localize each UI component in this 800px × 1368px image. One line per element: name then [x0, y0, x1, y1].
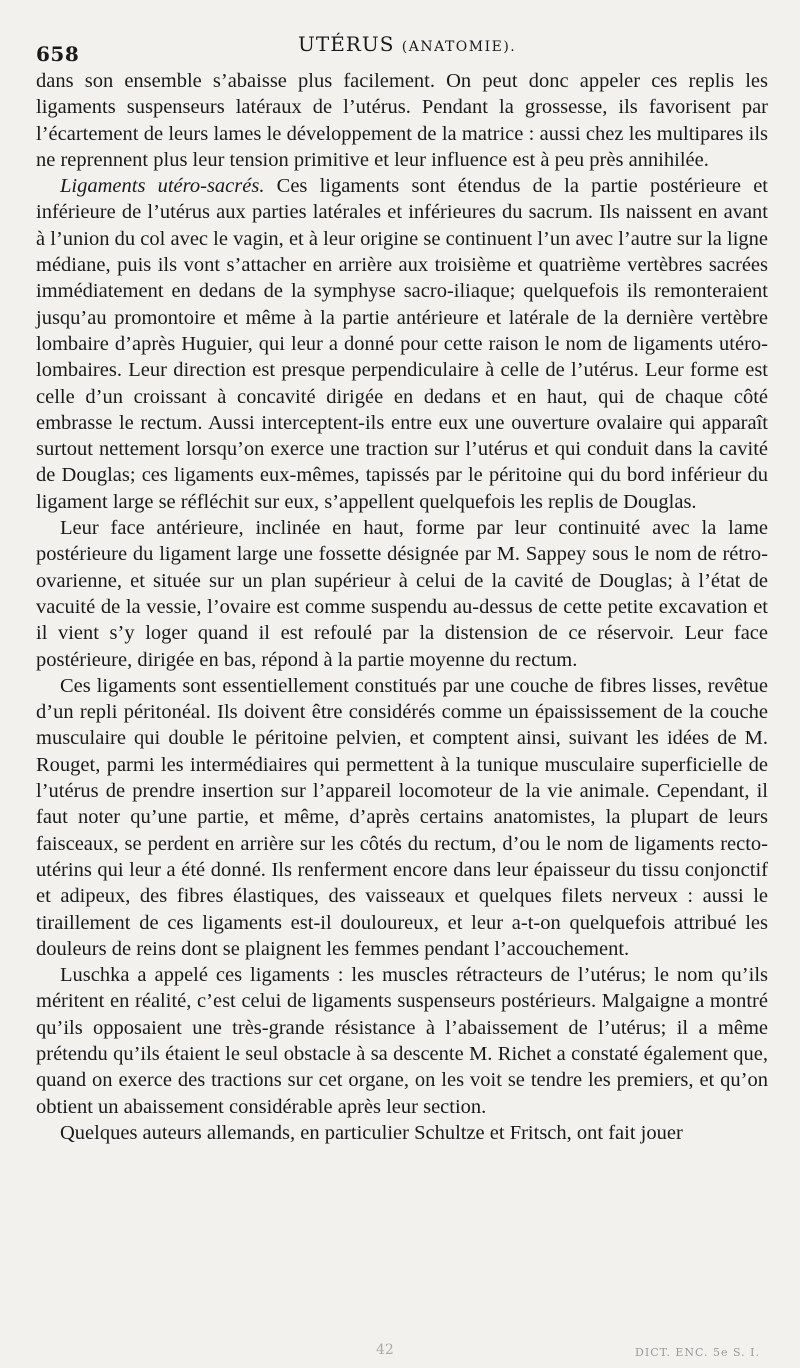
printer-signature: DICT. ENC. 5e S. I.: [635, 1346, 760, 1359]
running-title-sub: (ANATOMIE).: [401, 39, 517, 55]
paragraph-ligaments-utero-sacres: [36, 173, 768, 515]
running-title: [298, 32, 516, 56]
paragraph: Leur face antérieure, inclinée en haut, forme par leur continuité avec la lame postérieure du ligament large une fossette désignée par M. Sappey sous le nom de rétro-ovarienne, et située sur un plan supérieur à celui de la cavité de Douglas; à l’état de vacuité de la vessie, l’ovaire est comme suspendu au-dessus de cette petite excavation et il vient s’y loger quand il est refoulé par la distension de ce réservoir. Leur face postérieure, dirigée en bas, répond à la partie moyenne du rectum.: [36, 517, 768, 671]
paragraph: Ces ligaments sont essentiellement constitués par une couche de fibres lisses, revêtue d’un repli péritonéal. Ils doivent être considérés comme un épaississement de la couche musculaire qui double le péritoine pelvien, et comptent ainsi, suivant les idées de M. Rouget, parmi les intermédiaires qui permettent à la tunique musculaire superficielle de l’utérus de prendre insertion sur l’appareil locomoteur de la vie animale. Cependant, il faut noter qu’une partie, et même, d’après certains anatomistes, la plupart de leurs faisceaux, se perdent en arrière sur les côtés du rectum, d’ou le nom de ligaments recto-utérins qui leur a été donné. Ils renferment encore dans leur épaisseur du tissu conjonctif et adipeux, des fibres élastiques, des vaisseaux et quelques filets nerveux : aussi le tiraillement de ces ligaments est-il douloureux, et leur a-t-on quelquefois attribué les douleurs de reins dont se plaignent les femmes pendant l’accouchement.: [36, 674, 768, 960]
paragraph: dans son ensemble s’abaisse plus facilement. On peut donc appeler ces replis les ligaments suspenseurs latéraux de l’utérus. Pendant la grossesse, ils favorisent par l’écartement de leurs lames le développement de la matrice : aussi chez les multipares ils ne reprennent plus leur tension primitive et leur influence est à peu près annihilée.: [36, 70, 768, 171]
sheet-number: 42: [376, 1342, 394, 1358]
page-number: 658: [36, 42, 80, 66]
paragraph-text: Ces ligaments sont étendus de la partie postérieure et inférieure de l’utérus aux parties latérales et inférieures du sacrum. Ils naissent en avant à l’union du col avec le vagin, et à leur origine se continuent l’un avec l’autre sur la ligne médiane, puis ils vont s’attacher en arrière aux troisième et quatrième vertèbres sacrées immédiatement en dedans de la symphyse sacro-iliaque; quelquefois ils remonteraient jusqu’au promontoire et même à la partie antérieure et latérale de la dernière vertèbre lombaire d’après Huguier, qui leur a donné pour cette raison le nom de ligaments utéro-lombaires. Leur direction est presque perpendiculaire à celle de l’utérus. Leur forme est celle d’un croissant à concavité dirigée en dedans et en haut, qui de chaque côté embrasse le rectum. Aussi interceptent-ils entre eux une ouverture ovalaire qui apparaît surtout nettement lorsqu’on exerce une traction sur l’utérus et qui conduit dans la cavité de Douglas; ces ligaments eux-mêmes, tapissés par le péritoine qui du bord inférieur du ligament large se réfléchit sur eux, s’appellent quelquefois les replis de Douglas.: [36, 175, 768, 513]
paragraph: Luschka a appelé ces ligaments : les muscles rétracteurs de l’utérus; le nom qu’ils méritent en réalité, c’est celui de ligaments suspenseurs postérieurs. Malgaigne a montré qu’ils opposaient une très-grande résistance à l’abaissement de l’utérus; il a même prétendu qu’ils étaient le seul obstacle à sa descente M. Richet a constaté également que, quand on exerce des tractions sur cet organe, on les voit se tendre les premiers, et qu’on obtient un abaissement considérable après leur section.: [36, 964, 768, 1118]
page-header: [36, 28, 768, 64]
section-heading: Ligaments utéro-sacrés.: [60, 175, 265, 198]
body-text: [36, 68, 768, 1146]
paragraph: Quelques auteurs allemands, en particulier Schultze et Fritsch, ont fait jouer: [60, 1121, 683, 1144]
running-title-main: UTÉRUS: [298, 32, 395, 56]
